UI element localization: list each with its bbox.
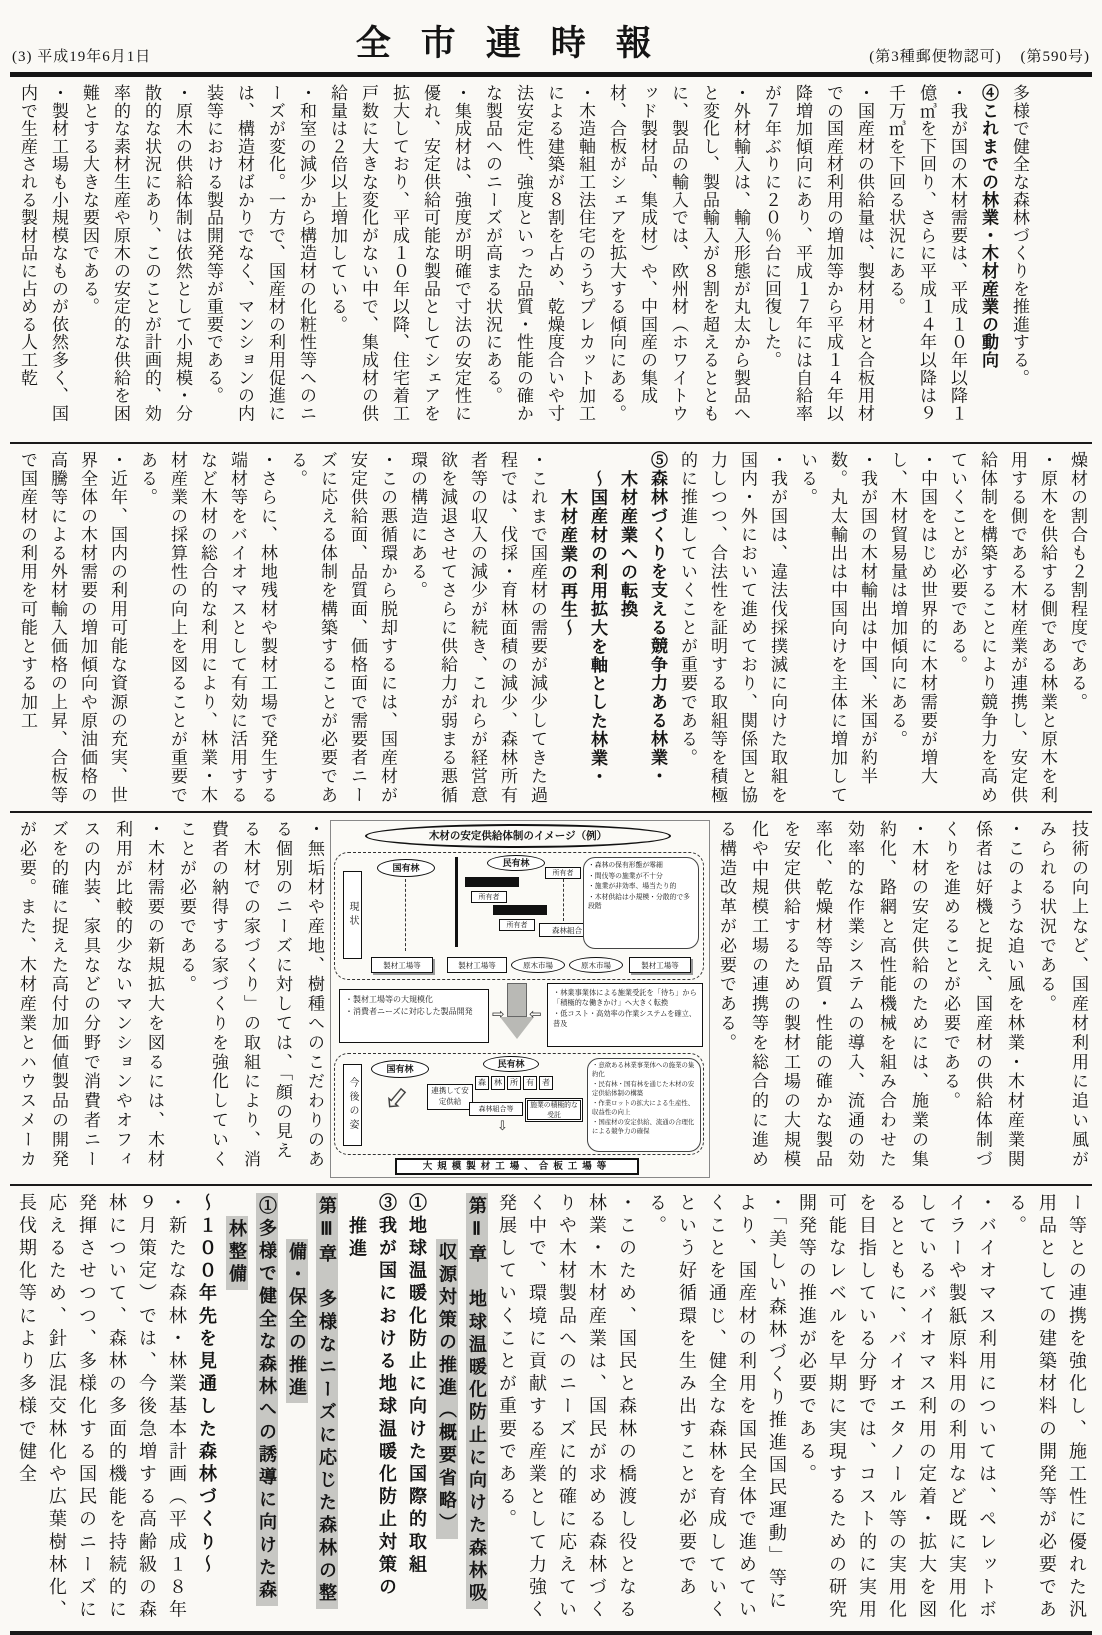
article-band-2 — [10, 444, 1092, 813]
section-heading: ④これまでの林業・木材産業の動向 — [979, 84, 998, 369]
private-forest-ellipse: 民有林 — [483, 1056, 539, 1072]
owner-box: 所有者 — [471, 891, 507, 903]
article-band-1 — [10, 77, 1092, 444]
arrow-left-icon: ⇦ — [529, 1006, 542, 1023]
supply-system-diagram — [330, 820, 710, 1178]
chapter-heading-text: 第Ⅱ章 地球温暖化防止に向けた森林吸 — [466, 1193, 488, 1609]
note-line: ・意欲ある林業事業体への施業の集約化 — [592, 1062, 695, 1078]
current-state-section — [334, 852, 704, 980]
section-subheading: 木材産業の再生～ — [558, 489, 577, 638]
large-mill-bar: 大規模製材工場、合板工場等 — [395, 1158, 639, 1175]
article-paragraph: 技術の向上など、国産材利用に追い風がみられる状況である。 — [1037, 820, 1088, 1170]
article-paragraph: ・「美しい森林づくり推進国民運動」等により、国産材の利用を国民全体で進めていくことを通じ、健全な森林を育成していくという好循環を生み出すことが必要である。 — [647, 1193, 787, 1623]
connector-line — [563, 879, 564, 921]
chapter-heading-highlight — [432, 1193, 462, 1625]
vertical-text-block — [12, 84, 1035, 436]
section-heading: 木材産業への転換 — [618, 470, 637, 619]
divider-bar — [455, 857, 458, 947]
postal-permit: (第3種郵便物認可) — [869, 49, 1002, 65]
article-paragraph: ・この悪循環から脱却するには、国産材が安定供給面、品質面、価格面で需要者ニーズに応える体制を構築することが必要である。 — [288, 451, 397, 805]
note-line: ・国産材の安定供給、流通の合理化による競争力の確保 — [592, 1118, 695, 1135]
numbered-item-heading-highlight — [222, 1193, 252, 1625]
article-paragraph: ・これまで国産材の需要が減少してきた過程では、伐採・育林面積の減少、森林所有者等の収入の減少が続き、これらが経営意欲を減退させてさらに供給力が弱まる悪循環の構造にある。 — [408, 451, 547, 805]
article-paragraph: ・木材の安定供給のためには、施業の集約化、路網と高性能機械を組み合わせた効率的な作業システムの導入、流通の効率化、乾燥材等品質・性能の確かな製品を安定供給するための製材工場の大規模化や中規模工場の連携等を総合的に進める構造改革が必要である。 — [717, 820, 928, 1170]
owner-box: 所有者 — [545, 867, 581, 879]
numbered-item-heading: ①地球温暖化防止に向けた国際的取組 — [407, 1193, 427, 1578]
numbered-item-heading: 推進 — [347, 1216, 367, 1262]
consignment-box: 施業の積極的な受託 — [525, 1098, 583, 1122]
connector-line — [405, 879, 406, 951]
owner-char-box: 林 — [491, 1076, 505, 1090]
forest-bar — [465, 877, 519, 887]
chapter-heading-text: 備・保全の推進 — [286, 1239, 308, 1403]
vertical-text-block — [12, 1193, 1092, 1625]
transition-left-note — [339, 989, 489, 1043]
owner-char-box: 森 — [475, 1076, 489, 1090]
article-paragraph: ・和室の減少から構造材の化粧性等へのニーズが変化。一方で、国産材の利用促進には、構造材ばかりでなく、マンションの内装等における製品開発等が重要である。 — [204, 84, 316, 423]
masthead-right — [855, 45, 1090, 66]
article-band-4 — [10, 1186, 1092, 1635]
private-forest-ellipse: 民有林 — [487, 855, 545, 871]
chapter-heading-highlight — [312, 1193, 342, 1625]
diagram-title: 木材の安定供給体制のイメージ（例） — [365, 824, 671, 848]
article-band-3 — [10, 813, 1092, 1186]
chapter-heading-highlight — [462, 1193, 492, 1625]
article-paragraph: ・さらに、林地残材や製材工場で発生する端材等をバイオマスとして有効に活用するなど木材の総合的な利用により、林業・木材産業の採算性の向上を図ることが重要である。 — [138, 451, 277, 805]
arrow-right-icon: ⇨ — [492, 1006, 505, 1023]
big-down-arrow — [507, 983, 527, 1017]
article-paragraph: ・木造軸組工法住宅のうちプレカット加工による建築が８割を占め、乾燥度合いや寸法安定性、強度といった品質・性能の確かな製品へのニーズが高まる状況にある。 — [483, 84, 595, 423]
article-paragraph: ・原木を供給する側である林業と原木を利用する側である木材産業が連携し、安定供給体制を構築することにより競争力を高めていくことが必要である。 — [948, 451, 1057, 805]
current-issues-note — [583, 857, 699, 949]
future-state-label: 今後の姿 — [343, 1064, 362, 1146]
note-line: ・林業事業体による施業受託を「待ち」から「積極的な働きかけ」へ大きく転換 — [553, 988, 697, 1008]
national-forest-ellipse: 国有林 — [371, 1060, 429, 1078]
log-market-ellipse: 原木市場 — [569, 957, 623, 973]
article-paragraph: ・集成材は、強度が明確で寸法の安定性に優れ、安定供給可能な製品としてシェアを拡大しており、平成１０年以降、住宅着工戸数に大きな変化がない中で、集成材の供給量は２倍以上増加している。 — [328, 84, 471, 423]
future-state-section — [334, 1053, 704, 1155]
section-heading: ⑤森林づくりを支える競争力ある林業・ — [648, 451, 667, 786]
sawmill-box: 製材工場等 — [447, 957, 507, 973]
sawmill-box: 製材工場等 — [371, 957, 433, 973]
link-supply-box: 連携して安定供給 — [427, 1084, 473, 1110]
note-line: ・施業が非効率、場当たり的 — [588, 883, 677, 891]
section-subheading: ～国産材の利用拡大を軸とした林業・ — [588, 470, 607, 787]
note-line: ・低コスト・高効率の作業システムを確立、普及 — [553, 1008, 697, 1029]
note-line: ・森林の保有形態が零細 — [588, 862, 663, 869]
article-paragraph: ・無垢材や産地、樹種へのこだわりのある個別のニーズに対しては、「顔の見える木材での家づくり」の取組により、消費者の納得する家づくりを強化していくことが必要である。 — [177, 820, 324, 1170]
article-paragraph: ・製材工場も小規模なものが依然多く、国内で生産される製材品に占める人工乾 — [18, 84, 68, 423]
numbered-item-heading: ③我が国における地球温暖化防止対策の — [377, 1193, 397, 1600]
forest-bar — [493, 905, 547, 915]
page-number-date: (3) 平成19年6月1日 — [12, 49, 152, 65]
owner-char-box: 有 — [523, 1076, 537, 1090]
article-paragraph: ・国産材の供給量は、製材用材と合板用材での国産材利用の増加等から平成１４年以降増加傾向にあり、平成１７年には自給率が７年ぶりに２０％台に回復した。 — [762, 84, 874, 423]
forest-coop-box: 森林組合 — [539, 923, 595, 937]
article-paragraph: ー等との連携を強化し、施工性に優れた汎用品としての建築材料の開発等が必要である。 — [1007, 1193, 1087, 1623]
owner-char-box: 所 — [507, 1076, 521, 1090]
log-market-ellipse: 原木市場 — [511, 957, 565, 973]
forest-coop-box: 森林組合等 — [469, 1102, 523, 1116]
article-paragraph: 多様で健全な森林づくりを推進する。 — [1010, 84, 1029, 387]
heading-text: ①多様で健全な森林への誘導に向けた森 — [256, 1193, 278, 1606]
masthead — [10, 6, 1092, 77]
note-line: ・製材工場等の大規模化 — [345, 995, 433, 1004]
current-state-label: 現状 — [343, 871, 362, 959]
heading-text: 林整備 — [226, 1216, 248, 1290]
article-paragraph: ・新たな森林・林業基本計画（平成１８年９月策定）では、今後急増する高齢級の森林について、森林の多面的機能を持続的に発揮させつつ、多様化する国民のニーズに応えるため、針広混交林化や広葉樹林化、長伐期化等により多様で健全 — [17, 1193, 187, 1623]
vertical-text-block — [12, 451, 1092, 805]
national-forest-ellipse: 国有林 — [377, 859, 435, 877]
article-paragraph: 燥材の割合も２割程度である。 — [1068, 451, 1087, 712]
chapter-heading-highlight — [282, 1193, 312, 1625]
article-paragraph: ・我が国の木材需要は、平成１０年以降１億㎥を下回り、さらに平成１４年以降は９千万㎥を下回る状況にある。 — [886, 84, 967, 423]
article-paragraph: ・原木の供給体制は依然として小規模・分散的な状況にあり、このことが計画的、効率的な素材生産や原木の安定的な供給を困難とする大きな要因である。 — [80, 84, 192, 423]
numbered-item-heading-highlight — [252, 1193, 282, 1625]
article-paragraph: ・近年、国内の利用可能な資源の充実、世界全体の木材需要の増加傾向や原油価格の高騰等による外材輸入価格の上昇、合板等で国産材の利用を可能とする加工 — [18, 451, 127, 805]
sawmill-box: 製材工場等 — [629, 957, 691, 973]
article-paragraph: ・外材輸入は、輸入形態が丸太から製品へと変化し、製品輸入が８割を超えるとともに、製品の輸入では、欧州材（ホワイトウッド製材品、集成材）や、中国産の集成材、合板がシェアを拡大する傾向にある。 — [607, 84, 750, 423]
big-slant-arrow-icon: ⇩ — [375, 1078, 416, 1121]
section-subheading: ～１００年先を見通した森林づくり～ — [197, 1193, 217, 1578]
note-line: ・消費者ニーズに対応した製品開発 — [345, 1006, 473, 1016]
newspaper-title: 全市連時報 — [355, 24, 681, 63]
owner-box: 所有者 — [499, 919, 535, 931]
transition-right-note — [547, 983, 703, 1047]
article-paragraph: ・我が国の木材輸出は中国、米国が約半数。丸太輸出は中国向けを主体に増加している。 — [798, 451, 877, 805]
chapter-heading-text: 収源対策の推進（概要省略） — [436, 1239, 458, 1539]
article-paragraph: ・中国をはじめ世界的に木材需要が増大し、木材貿易量は増加傾向にある。 — [888, 451, 937, 786]
note-line: ・木材供給は小規模・分散的で多段階 — [588, 893, 690, 911]
article-paragraph: ・我が国は、違法伐採撲滅に向けた取組を国内・外において進めており、関係国と協力しつつ、合法性を証明する取組等を積極的に推進していくことが重要である。 — [678, 451, 787, 805]
down-arrow-icon: ⇩ — [497, 1118, 508, 1133]
owner-char-box: 者 — [539, 1076, 553, 1090]
article-paragraph: ・このため、国民と森林の橋渡し役となる林業・木材産業は、国民が求める森林づくりや木材製品へのニーズに的確に応えていく中で、環境に貢献する産業として力強く発展していくことが重要である。 — [497, 1193, 637, 1623]
note-line: ・間伐等の施業が不十分 — [588, 872, 663, 880]
issue-number: (第590号) — [1020, 49, 1090, 65]
article-paragraph: ・このような追い風を林業・木材産業関係者は好機と捉え、国産材の供給体制づくりを進めることが必要である。 — [941, 820, 1024, 1170]
vertical-text-block-left — [12, 820, 330, 1176]
article-paragraph: ・木材需要の新規拡大を図るには、木材利用が比較的少ないマンションやオフィスの内装、家具などの分野で消費者ニーズを的確に捉えた高付加価値製品の開発が必要。また、木材産業とハウスメーカ — [17, 820, 164, 1170]
note-line: ・作業ロットの拡大による生産性、収益性の向上 — [592, 1099, 695, 1116]
article-paragraph: ・バイオマス利用については、ペレットボイラーや製紙原料用の利用など既に実用化しているバイオマス利用の定着・拡大を図るとともに、バイオエタノール等の実用化を目指している分野では、コスト的に実用可能なレベルを早期に実現するための研究開発等の推進が必要である。 — [797, 1193, 997, 1623]
future-benefits-note — [587, 1058, 701, 1152]
chapter-heading-text: 第Ⅲ章 多様なニーズに応じた森林の整 — [316, 1193, 338, 1609]
vertical-text-block-right — [710, 820, 1094, 1176]
note-line: ・民有林・国有林を通じた木材の安定供給体制の構築 — [592, 1080, 695, 1097]
